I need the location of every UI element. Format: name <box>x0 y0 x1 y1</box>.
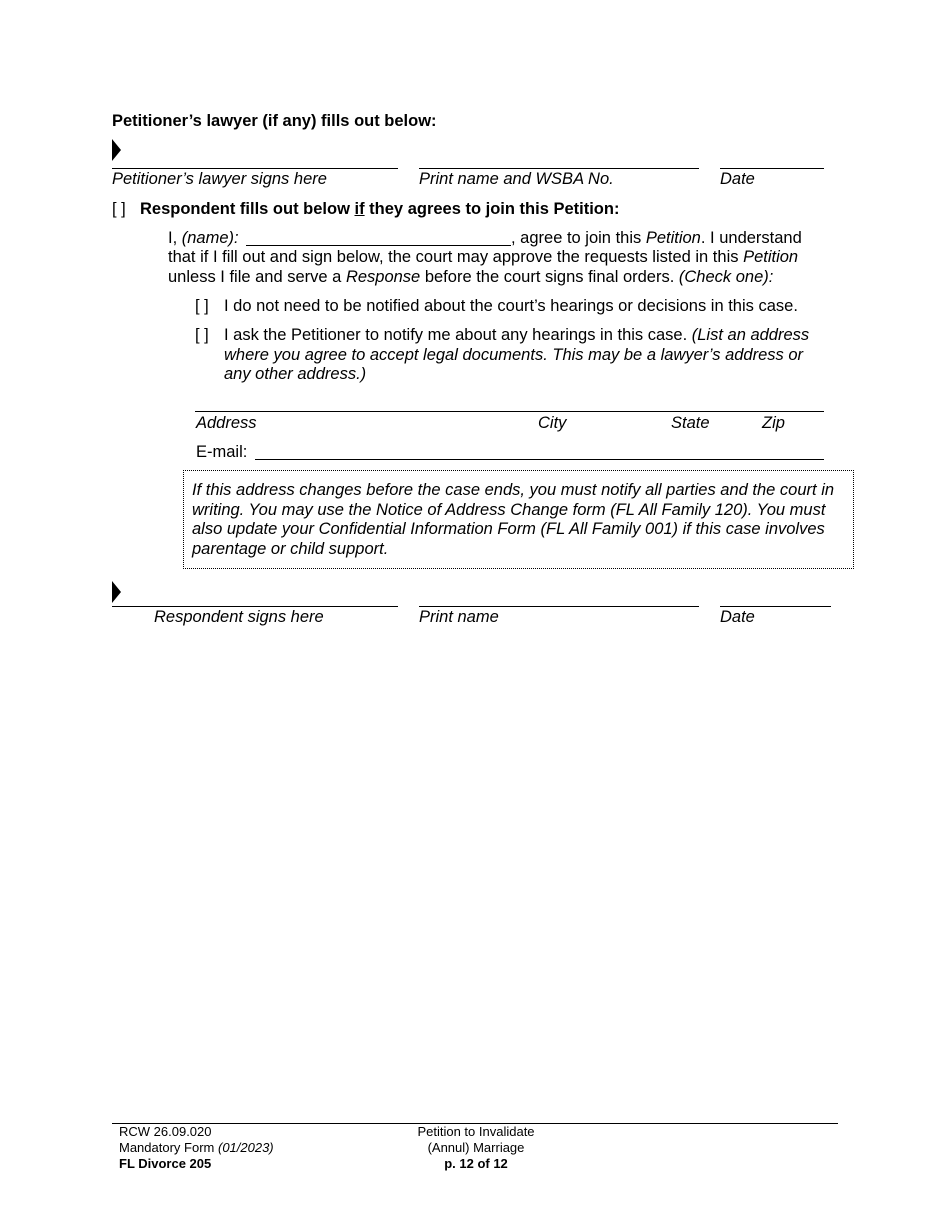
intro-line-1: I, (name): <box>168 229 239 247</box>
option1-text: I do not need to be notified about the court’s hearings or decisions in this case. <box>224 297 798 315</box>
respondent-join-checkbox[interactable]: [ ] <box>112 200 126 218</box>
footer-form-id: FL Divorce 205 <box>119 1156 212 1171</box>
intro-line-2: that if I fill out and sign below, the court may approve the requests listed in this Petition <box>168 248 799 266</box>
lawyer-date-label: Date <box>720 170 755 188</box>
intro-line-1-rest: , agree to join this Petition. I understand <box>511 229 802 247</box>
intro-line-3: unless I file and serve a Response before the court signs final orders. (Check one): <box>168 268 774 286</box>
zip-label: Zip <box>762 414 785 432</box>
respondent-date-line[interactable] <box>720 606 831 607</box>
address-field[interactable] <box>195 411 824 412</box>
respondent-section-heading: Respondent fills out below if they agrees to join this Petition: <box>140 200 620 218</box>
respondent-signature-label: Respondent signs here <box>154 608 324 626</box>
footer-form-title-2: (Annul) Marriage <box>427 1140 525 1155</box>
option2-line-1: I ask the Petitioner to notify me about any hearings in this case. (List an address <box>224 326 810 344</box>
lawyer-signature-label: Petitioner’s lawyer signs here <box>112 170 327 188</box>
email-field[interactable] <box>255 459 824 460</box>
respondent-name-field[interactable] <box>246 245 511 246</box>
address-label: Address <box>196 414 257 432</box>
city-label: City <box>538 414 567 432</box>
footer-form-title-1: Petition to Invalidate <box>417 1124 535 1139</box>
option2-checkbox[interactable]: [ ] <box>195 326 209 344</box>
respondent-signature-arrow-icon <box>112 581 121 603</box>
respondent-print-name-label: Print name <box>419 608 499 626</box>
footer-rcw: RCW 26.09.020 <box>119 1124 212 1139</box>
lawyer-print-name-label: Print name and WSBA No. <box>419 170 614 188</box>
lawyer-signature-line[interactable] <box>112 168 398 169</box>
address-change-notice-text: If this address changes before the case ends, you must notify all parties and the court in writing. You may use the Notice of Address Change form (FL All Family 120). You must also update your Confidential Information Form (FL All Family 001) if this case involves parentage or child support. <box>192 481 835 558</box>
option2-line-3: any other address.) <box>224 365 367 383</box>
respondent-print-name-line[interactable] <box>419 606 699 607</box>
footer-page-number: p. 12 of 12 <box>444 1156 508 1171</box>
address-change-notice-box <box>183 470 854 569</box>
respondent-signature-line[interactable] <box>112 606 398 607</box>
footer-mandatory-form: Mandatory Form (01/2023) <box>119 1140 274 1155</box>
signature-arrow-icon <box>112 139 121 161</box>
state-label: State <box>671 414 710 432</box>
option1-checkbox[interactable]: [ ] <box>195 297 209 315</box>
email-label: E-mail: <box>196 443 248 461</box>
lawyer-section-heading: Petitioner’s lawyer (if any) fills out below: <box>112 112 437 130</box>
footer-center <box>412 1124 540 1172</box>
lawyer-date-line[interactable] <box>720 168 824 169</box>
lawyer-print-name-line[interactable] <box>419 168 699 169</box>
respondent-date-label: Date <box>720 608 755 626</box>
option2-line-2: where you agree to accept legal documents. This may be a lawyer’s address or <box>224 346 804 364</box>
footer-left <box>119 1124 274 1172</box>
